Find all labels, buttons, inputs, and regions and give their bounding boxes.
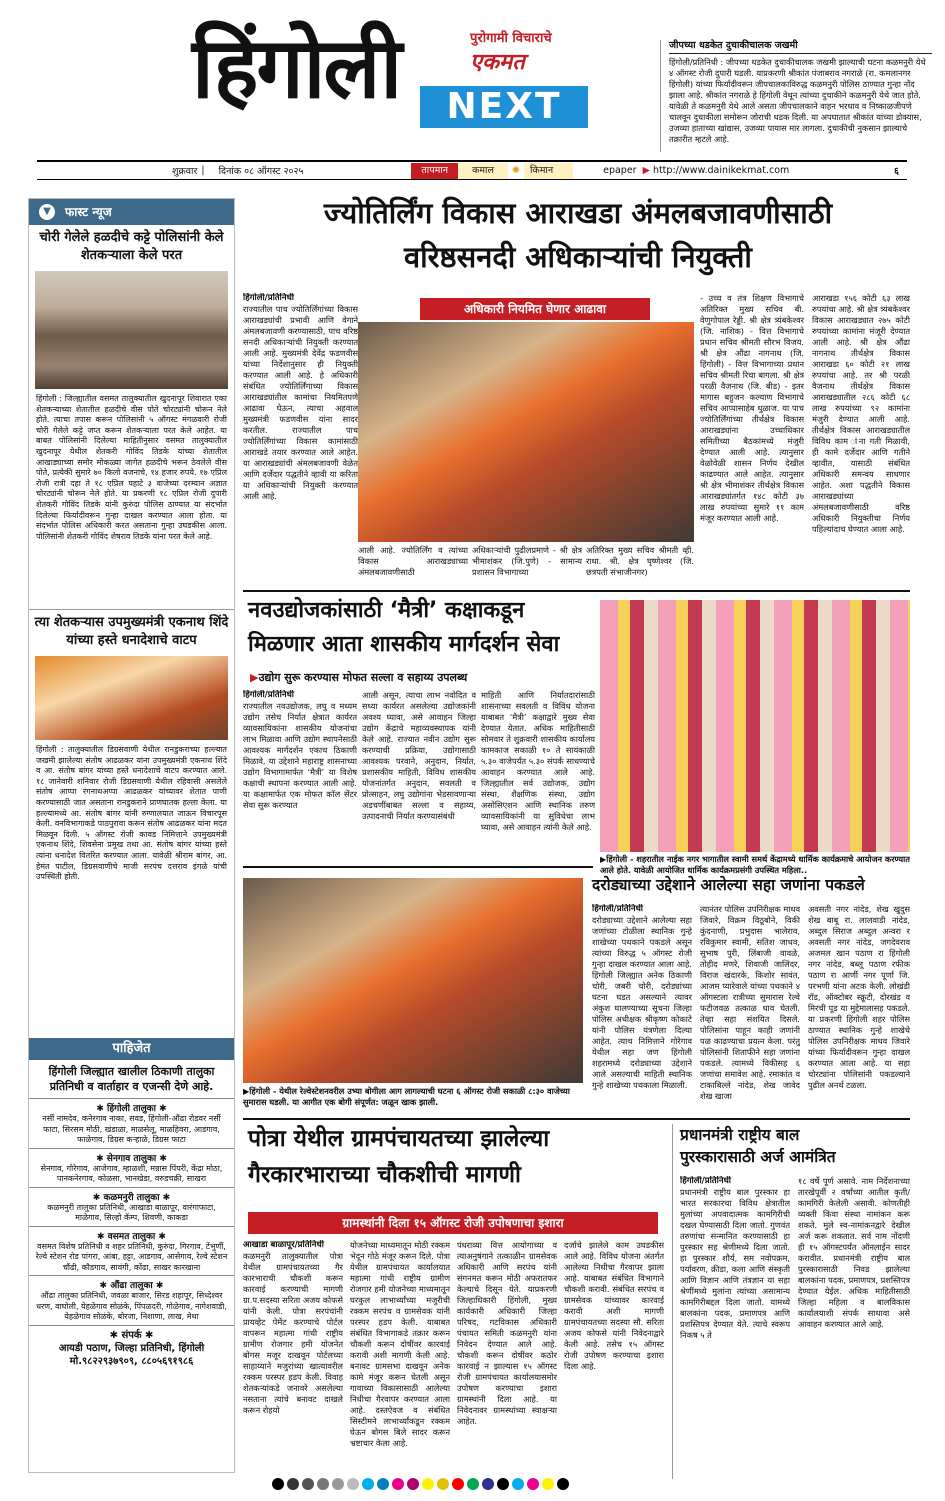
- top-brief: [660, 40, 932, 152]
- train-photo-caption: ▶हिंगोली - येथील रेल्वेस्टेशनवरील उभ्या बोगीला आग लागल्याची घटना ६ ऑगस्ट रोजी सकाळी ८:३० वाजेच्या सुमारास घडली. या आगीत एक बोगी संपूर्णत: जळून खाक झाली.: [243, 1086, 570, 1107]
- sun-icon: ✺: [511, 165, 520, 176]
- taluka-aundha: ✱ औंढा तालुका ✱ औंढा तालुका प्रतिनिधी, जवळा बाजार, सिरड शहापूर, सिध्देश्वर धरण, वाघोली, येहळेगाव सोळंके, पिंपळदरी, गोळेगाव, नागेशवाडी, येहळेगाव सोळंके, बोरजा, निशाणा, लाख, मेथा: [29, 1275, 234, 1325]
- women-gathering-photo: [600, 600, 910, 852]
- potra-headline-1: पोत्रा येथील ग्रामपंचायतच्या झालेल्या: [248, 1126, 550, 1152]
- date-bar: शुक्रवार | दिनांक ०८ ऑगस्ट २०२५ तापमान कमाल ✺ किमान epaper ▶ http://www.dainikekmat.com ६: [37, 160, 907, 180]
- aundha-temple-photo: [358, 322, 694, 542]
- potra-headline-2: गैरकारभाराच्या चौकशीची मागणी: [248, 1162, 521, 1188]
- page-number: ६: [894, 166, 899, 177]
- turmeric-sacks-photo: [35, 271, 228, 389]
- potra-red-band: ग्रामस्थांनी दिला १५ ऑगस्ट रोजी उपोषणाचा इशारा: [248, 1212, 658, 1234]
- story1-title: चोरी गेलेले हळदीचे कट्टे पोलिसांनी केले शेतकऱ्याला केले परत: [39, 230, 224, 263]
- train-fire-photo: [243, 878, 583, 1083]
- left-column: [28, 198, 235, 1473]
- contact-phone: मो.९८२२९३७९०९, ८८०५६९१९८६: [69, 1355, 194, 1367]
- wanted-title: पाहिजेत: [29, 1038, 234, 1060]
- potra-col-3: पंधराव्या वित्त आयोगाच्या व त्याअनुषंगाने तत्काळीन ग्रामसेवक अधिकारी आणि सरपंच यांनी संगनमत करून मोठी अफरातफर केल्याचे दिसून येते. याप्रकरणी जिल्हाधिकारी हिंगोली, मुख्य कार्यकारी अधिकारी जिल्हा परिषद, गटविकास अधिकारी पंचायत समिती कळमनुरी यांना निवेदन देण्यात आले आहे. चौकशी करून दोषींवर कठोर कारवाई न झाल्यास १५ ऑगस्ट रोजी ग्रामपंचायत कार्यालयासमोर उपोषण करण्याचा इशारा ग्रामस्थांनी दिला आहे. या निवेदनावर ग्रामस्थांच्या स्वाक्षऱ्या आहेत.: [457, 1240, 557, 1426]
- divider: [243, 866, 593, 868]
- masthead: [0, 0, 945, 160]
- maitri-col-2: आली असून, त्याचा लाभ नवोदित व सध्या कार्यरत असलेल्या उद्योजकांनी अवश्य घ्यावा, असे आवाहन जिल्हा उद्योग केंद्राचे महाव्यवस्थापक यांनी केले आहे. राज्यात नवीन उद्योग सुरू करण्याची प्रक्रिया, उद्योगासाठी आवश्यक परवाने, अनुदान, निर्यात, प्रशासकीय माहिती, विविध शासकीय योजनांतर्गत अनुदान, सवलती व प्रोत्साहन, लघु उद्योगांना भेडसावणाऱ्या अडचणींबाबत सल्ला व सहाय्य, उत्पादनाची निर्यात करण्यासंबंधी: [362, 690, 476, 821]
- day-label: शुक्रवार: [172, 166, 198, 177]
- story2-title: त्या शेतकऱ्यास उपमुख्यमंत्री एकनाथ शिंदे यांच्या हस्ते धनादेशाचे वाटप: [29, 609, 234, 654]
- lead-under-photo-1: आली आहे. ज्योतिर्लिंग व त्यांच्या विकास आराखड्याच्या अंमलबजावणीसाठी: [358, 545, 468, 577]
- top-brief-body: हिंगोली/प्रतिनिधी : जीपच्या धडकेत दुचाकीचालक जखमी झाल्याची घटना कळमनुरी येथे ४ ऑगस्ट रोजी दुपारी घडली. याप्रकरणी श्रीकांत पंजाबराव नगराळे (रा. कमलानगर हिंगोली) यांच्या फिर्यादीवरून जीपचालकाविरुद्ध कळमनुरी पोलिस ठाण्यात गुन्हा नोंद झाला आहे. श्रीकांत नगराळे हे हिंगोली वेथून त्यांच्या दुचाकीने कळमनुरी येथे जात होते. यावेळी ते कळमनुरी येथे आले असता जीपचालकाने वाहन भरधाव व निष्काळजीपणे चालवून दुचाकीला समोरून जोराची धडक दिली. या अपघातात श्रीकांत यांच्या डोक्यास, उजव्या हाताच्या खांद्यास, उजव्या पायास मार लागला. दुचाकीची नुकसान झाल्याचे तक्रारीत म्हटले आहे.: [669, 57, 926, 144]
- dacoity-headline: दरोड्याच्या उद्देशाने आलेल्या सहा जणांना पकडले: [592, 876, 865, 894]
- temperature-max: कमाल: [458, 163, 508, 179]
- dacoity-col-2: त्यानंतर पोलिस उपनिरीक्षक माधव जिवारे, विक्रम विठूबोने, विकी कुंदनाणी, प्रभुदास भालेराव, रविकुमार स्वामी, सतिश जाधव, सुभाष पुरी, लिंबाजी वावळे, तोहीद मणरे, शिवाजी जालिंदर, विराज खंदारके, किशोर सावंत, आजम प्यारेवाले यांच्या पथकाने ४ ऑगस्टला रात्रीच्या सुमारास रेल्वे फटीजवळ तत्काळ धाव घेतली. तेव्हा सहा संशयित दिसले. पोलिसांना पाहून काही जणांनी पळ काढण्याचा प्रयत्न केला. परंतु पोलिसांनी शिताफीने सहा जणांना पकडले. त्यामध्ये विकीसह ६ जणांचा समावेश आहे. रमाकांत व टाकाबिल्ले नांदेड, शेख जावेद शेख खाजा: [700, 904, 800, 1101]
- website-link[interactable]: ▶ http://www.dainikekmat.com: [642, 165, 790, 176]
- taluka-vasmat: ✱ वसमत तालुका ✱ वसमत विशेष प्रतिनिधी व शहर प्रतिनिधी, कुरुंदा, गिरगाव, टेंभुर्णी, रेल्वे स्टेशन रोड पांगरा, आंबा, हट्टा, आडगाव, आसेगाव, रेल्वे स्टेशन चौंढी, कौडगाव, सावंगी, कोंढा, साखर कारखाना: [29, 1226, 234, 1276]
- arrow-icon: ▶: [250, 671, 259, 684]
- maitri-col-1: हिंगोली/प्रतिनिधी राज्यातील नवउद्योजक, लघु व मध्यम उद्योग तसेच निर्यात क्षेत्रात कार्यरत व्यावसायिकांना शासकीय योजनांचा लाभ मिळावा आणि उद्योग स्थापनेसाठी आवश्यक मार्गदर्शन एकाच ठिकाणी मिळावे, या उद्देशाने महाराष्ट्र शासनाच्या उद्योग विभागामार्फत ‘मैत्री’ या विशेष कक्षाची स्थापना करण्यात आली आहे. या कक्षामार्फत एक मोफत कॉल सेंटर सेवा सुरू करण्यात: [243, 690, 357, 810]
- lead-headline-1: ज्योतिर्लिंग विकास आराखडा अंमलबजावणीसाठी: [323, 196, 833, 230]
- lead-red-band: अधिकारी नियमित घेणार आढावा: [420, 298, 650, 320]
- divider: [243, 590, 910, 592]
- pm-award-col-2: १८ वर्षे पूर्ण असावे. नाम निर्देशनाच्या तारखेपूर्वी २ वर्षांच्या आतील कृती/कामगिरी केलेली असावी. कोणतीही व्यक्ती किंवा संस्था नामांकन करू शकते. मुले स्व-नामांकनद्वारे देखील अर्ज करू शकतात. सर्व नाम नोंदणी ही १५ ऑगस्टपर्यंत ऑनलाईन सादर करावीत. प्रधानमंत्री राष्ट्रीय बाल पुरस्कारासाठी निवड झालेल्या बालकांना पदक, प्रमाणपत्र, प्रशस्तिपत्र देण्यात येईल. अधिक माहितीसाठी जिल्हा महिला व बालविकास कार्यालयाशी संपर्क साधावा असे आवाहन करण्यात आले आहे.: [798, 1176, 910, 1329]
- temperature-label: तापमान: [411, 163, 458, 179]
- wanted-intro: हिंगोली जिल्ह्यात खालील ठिकाणी तालुका प्रतिनिधी व वार्ताहार व एजन्सी देणे आहे.: [48, 1065, 215, 1093]
- contact-box: ✱ संपर्क ✱ आयडी पठाण, जिल्हा प्रतिनिधी, हिंगोली मो.९८२२९३७९०९, ८८०५६९१९८६: [29, 1325, 234, 1371]
- masthead-title: हिंगोली: [192, 18, 401, 117]
- potra-col-4: दर्जाचे झालेले काम उघडकीस आले आहे. विविध योजना अंतर्गत आलेल्या निधीचा गैरवापर झाला आहे. याबाबत संबंधित विभागाने चौकशी करावी. संबंधित सरपंच व ग्रामसेवक यांच्यावर कारवाई करावी अशी मागणी ग्रामपंचायतच्या सदस्या सौ. सरिता अजय कोफसे यांनी निवेदनाद्वारे केली आहे. तसेच १५ ऑगस्ट रोजी उपोषण करण्याचा इशारा दिला आहे.: [564, 1240, 664, 1371]
- maitri-headline-2: मिळणार आता शासकीय मार्गदर्शन सेवा: [248, 632, 560, 657]
- divider: [243, 1118, 910, 1120]
- taluka-hingoli: ✱ हिंगोली तालुका ✱ नर्सी नामदेव, कनेरगाव नाका, सवड, हिंगोली-औंढा रोडवर नर्सी फाटा, सिरसम मोठी, खंडाळा, माळसेलू, माळहिवरा, आडगाव, फाळेगाव, डिग्रस कऱ्हाळे, डिग्रस फाटा: [29, 1098, 234, 1148]
- pm-award-headline-1: प्रधानमंत्री राष्ट्रीय बाल: [680, 1126, 800, 1144]
- lead-under-photo-2: अधिकाऱ्यांची पुढीलप्रमाणे - श्री क्षेत्र भीमाशंकर (जि.पुणे) - सामान्य प्रशासन विभागाच्या: [472, 545, 582, 577]
- wanted-box: [29, 1038, 234, 1371]
- pm-award-headline-2: पुरस्कारासाठी अर्ज आमंत्रित: [680, 1148, 836, 1166]
- contact-name: आयडी पठाण, जिल्हा प्रतिनिधी, हिंगोली: [58, 1342, 205, 1354]
- dacoity-col-3: अवसती नगर नांदेड, शेख खुदुस शेख बाबू रा. लालवाडी नांदेड, अब्दुल सिराज अब्दुल अन्वरा र अवसती नगर नांदेड, जगदेवराव अजमल खान पठाण रा हिंगोली नगर नांदेड, बब्लू पठाण रफीक पठाण रा आर्णी नगर पूर्णा जि. परभणी यांना अटक केली. लोखंडी रॉड, ऑक्टोबर स्क्रूटी, दोरखंड व मिरची पूड या मुद्देमालासह पकडले. या प्रकरणी हिंगोली शहर पोलिस ठाण्यात स्थानिक गुन्हे शाखेचे पोलिस उपनिरीक्षक माधव जिवारे यांच्या फिर्यादीवरून गुन्हा दाखल करण्यात आला आहे. या सहा चोरट्यांना पोलिसांनी पकडल्याने पुढील अनर्थ टळला.: [808, 904, 910, 1090]
- chevron-down-icon: ▼: [39, 204, 55, 220]
- pm-award-col-1: हिंगोली/प्रतिनिधी प्रधानमंत्री राष्ट्रीय बाल पुरस्कार हा भारत सरकारचा विविध क्षेत्रातील मुलांच्या अपवादात्मक कामगिरीची दखल घेण्यासाठी दिला जातो. गुणवंत तरुणांचा सन्मानित करण्यासाठी हा पुरस्कार सह श्रेणीमध्ये दिला जातो. हा पुरस्कार शौर्य, सम नवोपक्रम, पर्यावरण, क्रीडा, कला आणि संस्कृती आणि विज्ञान आणि तंत्रज्ञान या सहा श्रेणींमध्ये मुलांना त्यांच्या असामान्य कामगिरीबद्दल दिला जातो. यामध्ये बालकांना पदक, प्रमाणपत्र आणि प्रशस्तिपत्र देण्यात येते. त्याचे स्वरूप निकष ५ ते: [680, 1176, 790, 1340]
- story2-body: हिंगोली : तालुक्यातील डिग्रसवाणी येथील रानडुकराच्या हल्ल्यात जखमी झालेल्या संतोष आढळकर यांना उपमुख्यमंत्री एकनाथ शिंदे व आ. संतोष बांगर यांच्या हस्ते धनादेशाचे वाटप करण्यात आले. १८ जानेवारी शनिवार रोजी डिग्रसवाणी येथील रहिवासी असलेले संतोष आप्पा रंगनाथअप्पा आढळकर यांच्यावर शेतात पाणी करण्यासाठी जात असताना रानडुकराने प्राणघातक हल्ला केला. या हल्ल्यामध्ये आ. संतोष बांगर यांनी रुग्णालयात जाऊन विचारपूस केली. वनविभागाकडे पाठपुरावा करून संतोष आढळकर यांना मदत मिळवून दिली. ५ ऑगस्ट रोजी कावड निमित्ताने उपमुख्यमंत्री एकनाथ शिंदे, शिवसेना प्रमुख तथा आ. संतोष बांगर यांच्या हस्ते त्यांना धनादेश वितरित करण्यात आला. यावेळी श्रीराम बांगर, आ. हेमंत पाटील, डिग्रसवाणीचे माजी सरपंच दत्तराव इंगळे यांची उपस्थिती होती.: [36, 745, 227, 882]
- divider: [672, 1124, 673, 1479]
- cheque-distribution-photo: [35, 656, 228, 740]
- masthead-brand: एकमत: [470, 50, 525, 75]
- masthead-next-logo: NEXT: [420, 86, 588, 128]
- arrow-icon: ▶: [642, 165, 650, 176]
- lead-col-2: - उच्च व तंत्र शिक्षण विभागाचे अतिरिक्त मुख्य सचिव बी. वेणुगोपाल रेड्डी. श्री क्षेत्र त्र्यंबकेश्वर (जि. नाशिक) - वित्त विभागाचे प्रधान सचिव श्रीमती सौरभ विजय. श्री क्षेत्र औंढा नागनाथ (जि. हिंगोली) - वित्त विभागाच्या प्रधान सचिव श्रीमती रिचा बागला. श्री क्षेत्र परळी वैजनाथ (जि. बीड) - इतर मागास बहुजन कल्याण विभागाचे सचिव आप्पासाहेब धुळाज. या पाच ज्योतिर्लिंगांच्या तीर्थक्षेत्र विकास आराखड्यांना उच्चाधिकार समितीच्या बैठकांमध्ये मंजुरी देण्यात आली आहे. त्यानुसार वेळोवेळी शासन निर्णय देखील काढण्यात आले आहेत. त्यानुसार श्री क्षेत्र भीमाशंकर तीर्थक्षेत्र विकास आराखड्यांतर्गत १४८ कोटी ३७ लाख रुपयांच्या सुमारे ११ काम मंजूर करण्यात आली आहे.: [700, 293, 804, 523]
- lead-headline-2: वरिष्ठसनदी अधिकाऱ्यांची नियुक्ती: [404, 240, 752, 274]
- potra-col-1: आखाडा बाळापूर/प्रतिनिधी कळमनुरी तालुक्यातील पोत्रा येथील ग्रामपंचायतच्या गैर कारभाराची चौकशी करून कारवाई करण्याची मागणी ग्रा.प.सदस्या सरिता अजय कोफसे यांनी केली. पोत्रा सरपंचांनी प्रायव्हेट पेमेंट करण्याचे पोर्टल वापरून महात्मा गांधी राष्ट्रीय ग्रामीण रोजगार हमी योजनेत बोगस मजूर दाखवून पोर्टलच्या साहाय्याने मजुरांच्या खात्यावरील रक्कम परस्पर हडप केली. विवाह शेतकऱ्यांकडे जनावरे असलेल्या नसताना त्यांचे बनावट दाखले करून रोहयो: [243, 1240, 343, 1415]
- lead-col-3: आराखडा १५६ कोटी ६३ लाख रुपयांचा आहे. श्री क्षेत्र त्र्यंबकेश्वर विकास आराखड्यात २७५ कोटी रुपयांच्या कामांना मंजूरी देण्यात आली आहे. श्री क्षेत्र औंढा नागनाथ तीर्थक्षेत्र विकास आराखडा ६० कोटी २१ लाख रुपयांचा आहे. तर श्री परळी वैजनाथ तीर्थक्षेत्र विकास आराखड्यातील २८६ कोटी ६८ लाख रुपयांच्या ९२ कामांना मंजुरी देण्यात आली आहे. तीर्थक्षेत्र विकास आराखड्यातील विविध काम ांना गती मिळावी, ही कामे दर्जेदार आणि गतीने व्हावीत, यासाठी संबंधित अधिकारी समन्वय साधणार आहेत. अशा पद्धतीने विकास आराखड्यांच्या अंमलबजावणीसाठी वरिष्ठ अधिकारी नियुक्तीचा निर्णय पहिल्यांदाच घेण्यात आला आहे.: [812, 293, 910, 534]
- maitri-headline-1: नवउद्योजकांसाठी ‘मैत्री’ कक्षाकडून: [248, 598, 525, 623]
- date-label: दिनांक ०८ ऑगस्ट २०२५: [218, 166, 304, 177]
- color-registration-marks: [272, 1478, 672, 1492]
- temperature-min: किमान: [524, 163, 573, 179]
- potra-col-2: योजनेच्या माध्यमातून मोठी रक्कम भेदून गोठे मंजूर करून दिले. पोत्रा येथील ग्रामपंचायत कार्यालयात महात्मा गांधी राष्ट्रीय ग्रामीण रोजगार हमी योजनेच्या माध्यमातून घरकुल लाभार्थ्यांच्या मजुरीची रक्कम सरपंच व ग्रामसेवक यांनी परस्पर हडप केली. याबाबत संबंधित विभागाकडे तक्रार करून चौकशी करून दोषींवर कारवाई करावी अशी मागणी केली आहे. बनावट ग्रामसभा दाखवून अनेक कामे मंजूर करून घेतली असून गावाच्या विकासासाठी आलेल्या निधीचा गैरवापर करण्यात आला आहे. दस्तऐवज व संबंधित सिस्टीमने लाभार्थ्यांकडून रक्कम घेऊन बोगस बिले सादर करून भ्रष्टाचार केला आहे.: [350, 1240, 450, 1448]
- taluka-kalamnuri: ✱ कळमनुरी तालुका ✱ कळमनुरी तालुका प्रतिनिधी, आखाडा बाळापूर, वारंगाफाटा, माळेगाव, सिल्हो कॅम्प, शिवणी, काकडा: [29, 1187, 234, 1226]
- masthead-tagline: पुरोगामी विचाराचे: [470, 31, 552, 46]
- lead-col-1: हिंगोली/प्रतिनिधी राज्यातील पाच ज्योतिर्लिंगांच्या विकास आराखड्यांची प्रभावी आणि वेगाने अंमलबजावणी करण्यासाठी, पाच वरिष्ठ सनदी अधिकाऱ्यांची नियुक्ती करण्यात आली आहे. मुख्यमंत्री देवेंद्र फडणवीस यांच्या निर्देशानुसार ही नियुक्ती करण्यात आली आहे. हे अधिकारी संबंधित ज्योतिर्लिंगाच्या विकास आराखड्यांतील कामांचा नियमितपणे आढावा घेऊन, त्याचा अहवाल मुख्यमंत्री फडणवीस यांना सादर करतील. राज्यातील पाच ज्योतिर्लिंगांच्या विकास कामांसाठी आराखडे तयार करण्यात आले आहेत. या आराखड्यांची अंमलबजावणी वेळेत आणि दर्जेदार पद्धतीने व्हावी या करिता या अधिकाऱ्यांची नियुक्ती करण्यात आली आहे.: [243, 293, 358, 501]
- story1-body: हिंगोली : जिल्ह्यातील वसमत तालुक्यातील खुदनापूर शिवारात एका शेतकऱ्याच्या शेतातील हळदीचे वीस पोते चोरट्यांनी चोरून नेले होते. त्याचा तपास करून पोलिसांनी ५ ऑगस्ट मंगळवारी रोजी चोरी गेलेले कट्टे जप्त करून शेतकऱ्याला परत केले आहेत. या बाबत पोलिसांनी दिलेल्या माहितीनुसार वसमत तालुक्यातील खुदनापूर येथील शेतकरी गोविंद तिडके यांच्या शेतातील आखाड्याच्या समोर मोकळ्या जागेत हळदीचे भरून ठेवलेले वीस पोते, प्रत्येकी सुमारे ७० किलो वजनाचे, १४ हजार रुपये. १७ एप्रिल रोजी रात्री दहा ते १८ एप्रिल पहाटे ३ वाजेच्या दरम्यान अज्ञात चोरट्यांनी चोरून नेले होते. या प्रकरणी १८ एप्रिल रोजी दुपारी शेतकरी गोविंद तिडके यांनी कुरुंदा पोलिस ठाण्यात या संदर्भात दिलेल्या फिर्यादीवरून गुन्हा दाखल करण्यात आला होता. या संदर्भात पोलिस अधिकारी करत असताना गुन्हा उघडकीस आला. पोलिसांनी शेतकरी गोविंद शेषराव तिडके यांना परत केले आहे.: [36, 394, 227, 541]
- top-brief-title: जीपच्या धडकेत दुचाकीचालक जखमी: [669, 40, 932, 54]
- epaper-label: epaper: [603, 165, 637, 176]
- dacoity-col-1: हिंगोली/प्रतिनिधी दरोड्याच्या उद्देशाने आलेल्या सहा जणांच्या टोळीला स्थानिक गुन्हे शाखेच्या पथकाने पकडले असून त्यांच्या विरुद्ध ५ ऑगस्ट रोजी गुन्हा दाखल करण्यात आला आहे. हिंगोली जिल्ह्यात अनेक ठिकाणी चोरी, जबरी चोरी, दरोड्यांच्या घटना घडत असल्याने त्यावर अंकुश घालण्याच्या सूचना जिल्हा पोलिस अधीक्षक श्रीकृष्ण कोकाटे यांनी पोलिस यंत्रणेला दिल्या आहेत. त्याच निमित्ताने गोरेगाव येथील सहा जण हिंगोली शहरामध्ये दरोड्याच्या उद्देशाने आले असल्याची माहिती स्थानिक गुन्हे शाखेच्या पथकाला मिळाली.: [592, 904, 692, 1090]
- women-photo-caption: ▶हिंगोली - शहरातील नाईक नगर भागातील स्वामी समर्थ केंद्रामध्ये धार्मिक कार्यक्रमाचे आयोजन करण्यात आले होते. यावेळी आयोजित धार्मिक कार्यक्रमप्रसंगी उपस्थित महिला..: [600, 854, 910, 875]
- taluka-sengaon: ✱ सेनगाव तालुका ✱ सेनगाव, गोरेगाव, आजेगाव, म्हाळशी, मन्नास पिंपरी, केंद्रा मोठा, पानकनेरगाव, कोळसा, भानखेडा, वरुडचक्री, साखरा: [29, 1148, 234, 1187]
- maitri-subhead: ▶उद्योग सुरू करण्यास मोफत सल्ला व सहाय्य उपलब्ध: [250, 671, 468, 684]
- lead-under-photo-3: अतिरिक्त मुख्य सचिव श्रीमती व्ही. राधा. श्री. क्षेत्र घृष्णेश्वर (जि. छत्रपती संभाजीनगर): [586, 545, 694, 577]
- fast-news-header: ▼ फास्ट न्यूज: [29, 199, 234, 225]
- maitri-col-3: माहिती आणि निर्यातदारांसाठी शासनाच्या सवलती व विविध योजना याबाबत ‘मैत्री’ कक्षाद्वारे मुख्य सेवा देण्यात येतात. अधिक माहितीसाठी सोमवार ते शुक्रवारी शासकीय कार्यालय कामकाज सकाळी १० ते सायंकाळी ५.३० वाजेपर्यंत ५.३० संपर्क साधण्याचे आवाहन करण्यात आले आहे. जिल्ह्यातील सर्व उद्योजक, उद्योग संस्था, शैक्षणिक संस्था, उद्योग असोसिएशन आणि स्थानिक तरुण व्यावसायिकांनी या सुविधेचा लाभ घ्यावा, असे आवाहन त्यांनी केले आहे.: [481, 690, 595, 832]
